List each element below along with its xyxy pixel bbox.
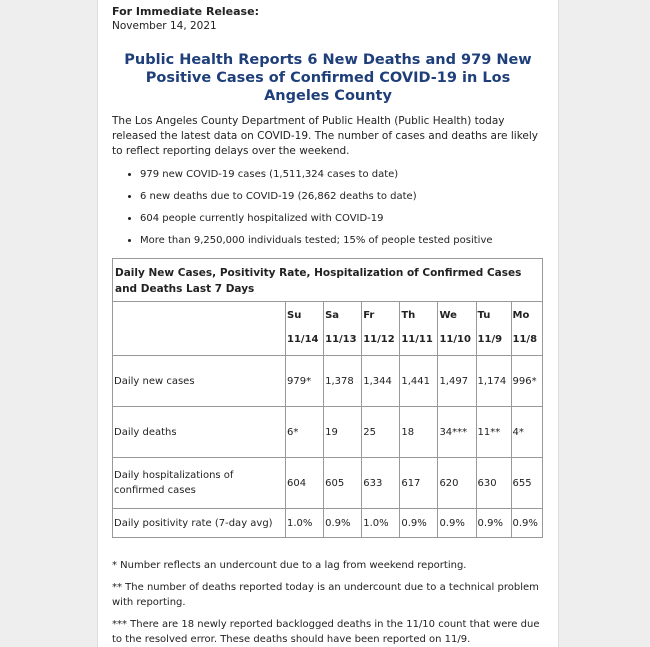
table-cell: 1.0% (286, 509, 324, 538)
table-cell: 996* (511, 356, 542, 407)
footnote: ** The number of deaths reported today is an undercount due to a technical problem with reporting. (112, 582, 539, 608)
footnote: *** There are 18 newly reported backlogged deaths in the 11/10 count that were due to the resolved error. These deaths should have been reported on 11/9. (112, 619, 540, 645)
table-cell: 0.9% (438, 509, 476, 538)
table-cell: 630 (476, 458, 511, 509)
table-cell: 11** (476, 407, 511, 458)
footnote: * Number reflects an undercount due to a lag from weekend reporting. (112, 560, 467, 571)
table-cell: 1,174 (476, 356, 511, 407)
table-caption-row (113, 259, 543, 302)
column-date: 11/10 (439, 334, 471, 345)
column-day: Th (401, 310, 416, 321)
column-date: 11/12 (363, 334, 395, 345)
table-cell: 1.0% (362, 509, 400, 538)
table-header-cell (511, 302, 542, 356)
column-date: 11/13 (325, 334, 357, 345)
column-date: 11/9 (477, 334, 503, 345)
list-item: • 979 new COVID-19 cases (1,511,324 cases to date) (140, 167, 544, 182)
table-header-cell (400, 302, 438, 356)
table-cell: 6* (286, 407, 324, 458)
column-day: Su (287, 310, 302, 321)
table-cell: 0.9% (511, 509, 542, 538)
table-header-cell (324, 302, 362, 356)
list-item: • 6 new deaths due to COVID-19 (26,862 deaths to date) (140, 189, 544, 204)
table-header-cell (362, 302, 400, 356)
table-cell: 0.9% (324, 509, 362, 538)
list-item: • 604 people currently hospitalized with COVID-19 (140, 211, 544, 226)
table-cell: 1,497 (438, 356, 476, 407)
column-day: We (439, 310, 457, 321)
table-row (113, 509, 543, 538)
table-cell: 0.9% (476, 509, 511, 538)
column-date: 11/8 (512, 334, 538, 345)
table-cell: 655 (511, 458, 542, 509)
row-label: Daily positivity rate (7-day avg) (113, 509, 286, 538)
release-date: November 14, 2021 (112, 20, 217, 32)
table-cell: 1,378 (324, 356, 362, 407)
table-header-row (113, 302, 543, 356)
daily-stats-table (112, 258, 543, 538)
table-row (113, 356, 543, 407)
table-cell: 620 (438, 458, 476, 509)
headline: Public Health Reports 6 New Deaths and 979 New Positive Cases of Confirmed COVID-19 in Los Angeles County (124, 52, 532, 104)
column-day: Sa (325, 310, 340, 321)
intro-paragraph: The Los Angeles County Department of Public Health (Public Health) today released the latest data on COVID-19. The number of cases and deaths are likely to reflect reporting delays over the weekend. (112, 115, 538, 157)
table-cell: 34*** (438, 407, 476, 458)
column-day: Fr (363, 310, 375, 321)
table-cell: 1,441 (400, 356, 438, 407)
key-stats-list (112, 167, 544, 248)
table-header-cell (476, 302, 511, 356)
column-day: Tu (477, 310, 491, 321)
column-date: 11/11 (401, 334, 433, 345)
press-release-content (98, 0, 558, 647)
column-day: Mo (512, 310, 530, 321)
table-cell: 25 (362, 407, 400, 458)
table-caption: Daily New Cases, Positivity Rate, Hospitalization of Confirmed Cases and Deaths Last 7 Days (113, 259, 543, 302)
table-row (113, 458, 543, 509)
table-cell: 4* (511, 407, 542, 458)
list-item: • More than 9,250,000 individuals tested; 15% of people tested positive (140, 233, 544, 248)
press-release-page (97, 0, 559, 647)
release-label: For Immediate Release: (112, 5, 259, 18)
table-cell: 605 (324, 458, 362, 509)
table-cell: 604 (286, 458, 324, 509)
table-cell: 0.9% (400, 509, 438, 538)
row-label: Daily deaths (113, 407, 286, 458)
footnotes (112, 558, 544, 647)
table-cell: 19 (324, 407, 362, 458)
row-label: Daily hospitalizations of confirmed cases (113, 458, 286, 509)
table-cell: 18 (400, 407, 438, 458)
table-cell: 979* (286, 356, 324, 407)
table-cell: 633 (362, 458, 400, 509)
table-header-empty (113, 302, 286, 356)
table-row (113, 407, 543, 458)
table-header-cell (438, 302, 476, 356)
column-date: 11/14 (287, 334, 319, 345)
table-header-cell (286, 302, 324, 356)
row-label: Daily new cases (113, 356, 286, 407)
table-cell: 1,344 (362, 356, 400, 407)
table-cell: 617 (400, 458, 438, 509)
